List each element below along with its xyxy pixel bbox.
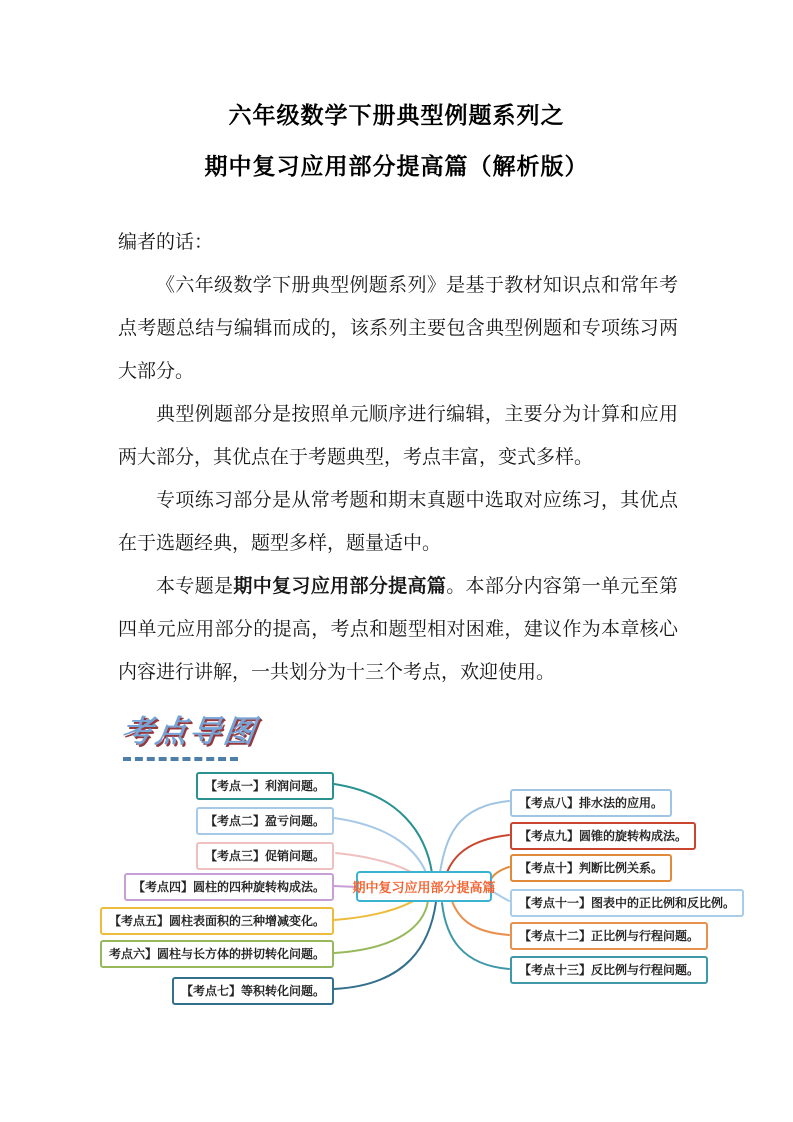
mindmap-title-underline [123, 757, 238, 761]
doc-title-line1: 六年级数学下册典型例题系列之 [228, 102, 565, 128]
mindmap-diagram [0, 700, 793, 1070]
mindmap-node-1: 【考点一】利润问题。 [196, 772, 334, 800]
connector-line-12 [452, 901, 509, 935]
editor-note-paragraph-3: 专项练习部分是从常考题和期末真题中选取对应练习，其优点在于选题经典，题型多样，题量适中。 [118, 490, 678, 554]
mindmap-node-8: 【考点八】排水法的应用。 [510, 789, 672, 817]
mindmap-node-10: 【考点十】判断比例关系。 [510, 854, 672, 882]
mindmap-node-9: 【考点九】圆锥的旋转构成法。 [510, 822, 696, 850]
mindmap-node-3: 【考点三】促销问题。 [196, 842, 334, 870]
connector-line-9 [446, 835, 509, 875]
mindmap-center-node: 期中复习应用部分提高篇 [356, 871, 492, 902]
connector-line-1 [334, 784, 432, 873]
mindmap-node-6: 考点六】圆柱与长方体的拼切转化问题。 [100, 940, 334, 968]
mindmap-node-2: 【考点二】盈亏问题。 [196, 807, 334, 835]
document-title-block [0, 90, 793, 192]
mindmap-node-5: 【考点五】圆柱表面积的三种增减变化。 [100, 907, 334, 935]
mindmap-node-7: 【考点七】等积转化问题。 [172, 977, 334, 1005]
paragraph-4-prefix: 本专题是 [156, 576, 234, 597]
editor-note-paragraph-2: 典型例题部分是按照单元顺序进行编辑，主要分为计算和应用两大部分，其优点在于考题典型，考点丰富，变式多样。 [118, 404, 678, 468]
editor-note-paragraph-1: 《六年级数学下册典型例题系列》是基于教材知识点和常年考点考题总结与编辑而成的，该系列主要包含典型例题和专项练习两大部分。 [118, 275, 678, 382]
mindmap-node-13: 【考点十三】反比例与行程问题。 [510, 956, 708, 984]
editor-note [118, 221, 678, 694]
mindmap-node-12: 【考点十二】正比例与行程问题。 [510, 922, 708, 950]
doc-title-line2: 期中复习应用部分提高篇（解析版） [204, 153, 589, 179]
mindmap-section-title: 考点导图 [119, 714, 261, 749]
paragraph-4-bold-phrase: 期中复习应用部分提高篇 [233, 576, 447, 597]
paragraph-4-suffix: 。本部分内容第一单元至第四单元应用部分的提高，考点和题型相对困难，建议作为本章核心内容进行讲解，一共划分为十三个考点，欢迎使用。 [118, 576, 678, 683]
mindmap-node-4: 【考点四】圆柱的四种旋转构成法。 [124, 873, 334, 901]
editor-note-paragraph-4 [118, 565, 678, 694]
connector-line-13 [442, 903, 509, 969]
editor-note-heading: 编者的话： [118, 232, 214, 253]
mindmap-node-11: 【考点十一】图表中的正比例和反比例。 [510, 889, 744, 917]
connector-line-7 [334, 902, 436, 989]
connector-line-6 [334, 901, 428, 953]
